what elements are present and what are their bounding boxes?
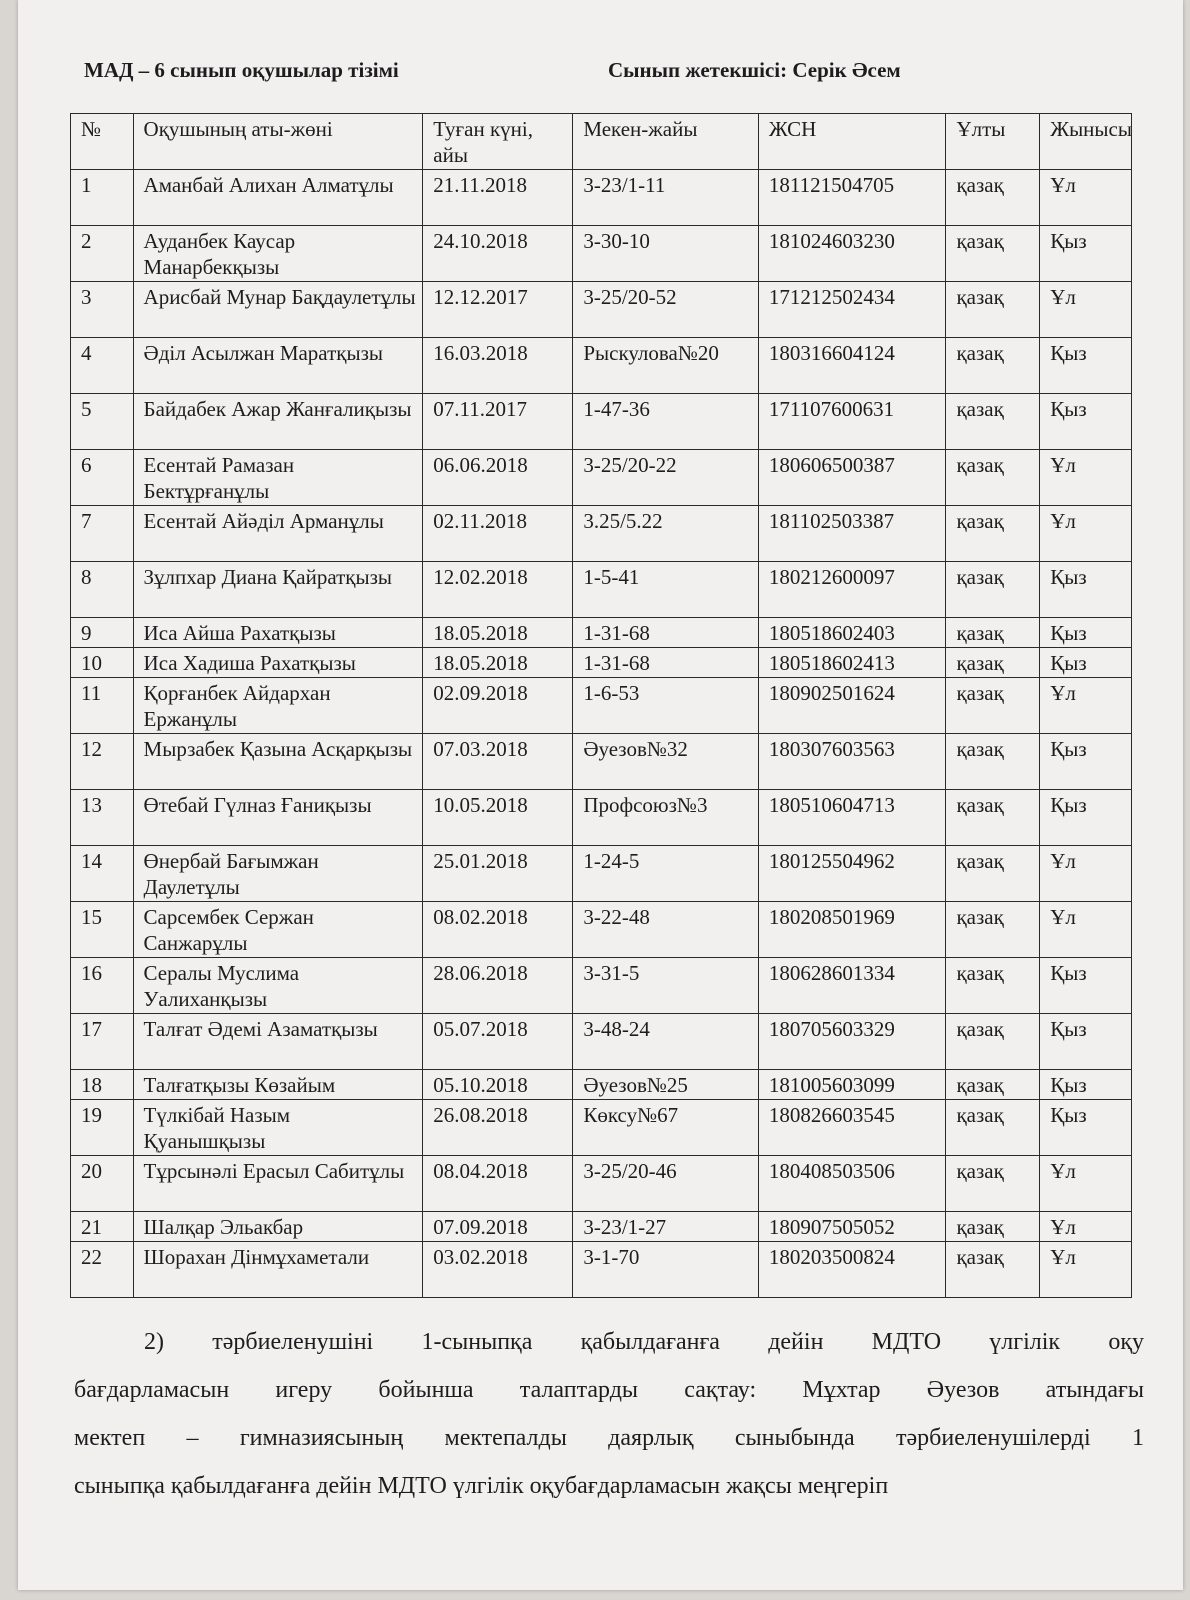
nationality: қазақ	[946, 506, 1040, 562]
table-header-row	[71, 114, 1132, 170]
student-name: Әділ Асылжан Маратқызы	[133, 338, 423, 394]
iin-number: 180606500387	[758, 450, 946, 506]
table-row	[71, 506, 1132, 562]
col-header-nationality: Ұлты	[946, 114, 1040, 170]
nationality: қазақ	[946, 394, 1040, 450]
iin-number: 171212502434	[758, 282, 946, 338]
iin-number: 180408503506	[758, 1156, 946, 1212]
student-name: Байдабек Ажар Жанғалиқызы	[133, 394, 423, 450]
birth-date: 07.11.2017	[423, 394, 573, 450]
student-name: Өтебай Гүлназ Ғаниқызы	[133, 790, 423, 846]
address: 1-5-41	[573, 562, 759, 618]
sex: Қыз	[1040, 562, 1132, 618]
student-name: Өнербай Бағымжан Даулетұлы	[133, 846, 423, 902]
sex: Ұл	[1040, 1156, 1132, 1212]
nationality: қазақ	[946, 618, 1040, 648]
address: 3-31-5	[573, 958, 759, 1014]
nationality: қазақ	[946, 282, 1040, 338]
birth-date: 02.11.2018	[423, 506, 573, 562]
address: 3-22-48	[573, 902, 759, 958]
student-name: Зұлпхар Диана Қайратқызы	[133, 562, 423, 618]
table-row	[71, 1070, 1132, 1100]
row-number: 11	[71, 678, 134, 734]
nationality: қазақ	[946, 734, 1040, 790]
iin-number: 180212600097	[758, 562, 946, 618]
table-row	[71, 170, 1132, 226]
row-number: 12	[71, 734, 134, 790]
student-name: Мырзабек Қазына Асқарқызы	[133, 734, 423, 790]
row-number: 8	[71, 562, 134, 618]
sex: Ұл	[1040, 1212, 1132, 1242]
birth-date: 06.06.2018	[423, 450, 573, 506]
student-name: Талғат Әдемі Азаматқызы	[133, 1014, 423, 1070]
nationality: қазақ	[946, 450, 1040, 506]
sex: Ұл	[1040, 450, 1132, 506]
student-name: Түлкібай Назым Қуанышқызы	[133, 1100, 423, 1156]
iin-number: 180510604713	[758, 790, 946, 846]
iin-number: 180203500824	[758, 1242, 946, 1298]
student-name: Иса Хадиша Рахатқызы	[133, 648, 423, 678]
student-name: Сералы Муслима Уалиханқызы	[133, 958, 423, 1014]
birth-date: 05.10.2018	[423, 1070, 573, 1100]
sex: Қыз	[1040, 648, 1132, 678]
iin-number: 180208501969	[758, 902, 946, 958]
row-number: 15	[71, 902, 134, 958]
birth-date: 02.09.2018	[423, 678, 573, 734]
sex: Ұл	[1040, 1242, 1132, 1298]
table-row	[71, 226, 1132, 282]
body-paragraph	[74, 1318, 1144, 1510]
col-header-dob: Туған күні, айы	[423, 114, 573, 170]
sex: Қыз	[1040, 618, 1132, 648]
birth-date: 08.02.2018	[423, 902, 573, 958]
col-header-iin: ЖСН	[758, 114, 946, 170]
student-name: Ауданбек Каусар Манарбекқызы	[133, 226, 423, 282]
student-name: Есентай Рамазан Бектұрғанұлы	[133, 450, 423, 506]
sex: Қыз	[1040, 790, 1132, 846]
sex: Қыз	[1040, 338, 1132, 394]
sex: Ұл	[1040, 282, 1132, 338]
list-title: МАД – 6 сынып оқушылар тізімі	[84, 58, 399, 82]
table-row	[71, 1212, 1132, 1242]
address: 3-1-70	[573, 1242, 759, 1298]
paragraph-line: бағдарламасын игеру бойынша талаптарды сақтау: Мұхтар Әуезов атындағы	[74, 1377, 1144, 1403]
row-number: 17	[71, 1014, 134, 1070]
table-row	[71, 678, 1132, 734]
row-number: 6	[71, 450, 134, 506]
sex: Ұл	[1040, 846, 1132, 902]
row-number: 18	[71, 1070, 134, 1100]
class-teacher: Сынып жетекшісі: Серік Әсем	[608, 58, 901, 82]
table-row	[71, 958, 1132, 1014]
iin-number: 180826603545	[758, 1100, 946, 1156]
paragraph-line: 2) тәрбиеленушіні 1-сыныпқа қабылдағанға дейін МДТО үлгілік оқу	[144, 1329, 1144, 1355]
iin-number: 180518602403	[758, 618, 946, 648]
row-number: 14	[71, 846, 134, 902]
table-row	[71, 902, 1132, 958]
row-number: 19	[71, 1100, 134, 1156]
table-row	[71, 846, 1132, 902]
nationality: қазақ	[946, 1100, 1040, 1156]
birth-date: 07.09.2018	[423, 1212, 573, 1242]
sex: Қыз	[1040, 394, 1132, 450]
birth-date: 12.02.2018	[423, 562, 573, 618]
address: Рыскулова№20	[573, 338, 759, 394]
table-row	[71, 734, 1132, 790]
nationality: қазақ	[946, 902, 1040, 958]
birth-date: 10.05.2018	[423, 790, 573, 846]
iin-number: 181005603099	[758, 1070, 946, 1100]
nationality: қазақ	[946, 1156, 1040, 1212]
row-number: 20	[71, 1156, 134, 1212]
iin-number: 180907505052	[758, 1212, 946, 1242]
student-name: Сарсембек Сержан Санжарұлы	[133, 902, 423, 958]
address: 3-30-10	[573, 226, 759, 282]
iin-number: 180902501624	[758, 678, 946, 734]
iin-number: 180518602413	[758, 648, 946, 678]
iin-number: 181024603230	[758, 226, 946, 282]
address: 1-47-36	[573, 394, 759, 450]
row-number: 1	[71, 170, 134, 226]
table-row	[71, 338, 1132, 394]
nationality: қазақ	[946, 790, 1040, 846]
address: 3-48-24	[573, 1014, 759, 1070]
sex: Қыз	[1040, 1070, 1132, 1100]
sex: Қыз	[1040, 1014, 1132, 1070]
birth-date: 26.08.2018	[423, 1100, 573, 1156]
table-body	[71, 170, 1132, 1298]
address: Әуезов№25	[573, 1070, 759, 1100]
sex: Ұл	[1040, 678, 1132, 734]
address: 1-6-53	[573, 678, 759, 734]
table-row	[71, 394, 1132, 450]
address: Әуезов№32	[573, 734, 759, 790]
row-number: 9	[71, 618, 134, 648]
paragraph-line: сыныпқа қабылдағанға дейін МДТО үлгілік оқубағдарламасын жақсы меңгеріп	[74, 1473, 889, 1499]
row-number: 10	[71, 648, 134, 678]
col-header-sex: Жынысы	[1040, 114, 1132, 170]
student-name: Шорахан Дінмұхаметали	[133, 1242, 423, 1298]
sex: Қыз	[1040, 1100, 1132, 1156]
sex: Ұл	[1040, 902, 1132, 958]
iin-number: 180125504962	[758, 846, 946, 902]
paragraph-line: мектеп – гимназиясының мектепалды даярлық сыныбында тәрбиеленушілерді 1	[74, 1425, 1144, 1451]
nationality: қазақ	[946, 226, 1040, 282]
sex: Ұл	[1040, 506, 1132, 562]
row-number: 4	[71, 338, 134, 394]
student-name: Есентай Айәділ Арманұлы	[133, 506, 423, 562]
birth-date: 03.02.2018	[423, 1242, 573, 1298]
row-number: 3	[71, 282, 134, 338]
student-name: Талғатқызы Көзайым	[133, 1070, 423, 1100]
student-list-table	[70, 113, 1132, 1298]
nationality: қазақ	[946, 562, 1040, 618]
table-row	[71, 790, 1132, 846]
iin-number: 181102503387	[758, 506, 946, 562]
row-number: 16	[71, 958, 134, 1014]
birth-date: 28.06.2018	[423, 958, 573, 1014]
iin-number: 180705603329	[758, 1014, 946, 1070]
address: 1-31-68	[573, 648, 759, 678]
nationality: қазақ	[946, 1014, 1040, 1070]
iin-number: 181121504705	[758, 170, 946, 226]
table-row	[71, 1014, 1132, 1070]
row-number: 21	[71, 1212, 134, 1242]
nationality: қазақ	[946, 338, 1040, 394]
address: 3-25/20-46	[573, 1156, 759, 1212]
birth-date: 18.05.2018	[423, 618, 573, 648]
table-row	[71, 1242, 1132, 1298]
table-row	[71, 450, 1132, 506]
nationality: қазақ	[946, 678, 1040, 734]
row-number: 7	[71, 506, 134, 562]
sex: Ұл	[1040, 170, 1132, 226]
sex: Қыз	[1040, 226, 1132, 282]
address: 1-24-5	[573, 846, 759, 902]
address: 1-31-68	[573, 618, 759, 648]
nationality: қазақ	[946, 648, 1040, 678]
table-row	[71, 648, 1132, 678]
birth-date: 16.03.2018	[423, 338, 573, 394]
student-name: Тұрсынәлі Ерасыл Сабитұлы	[133, 1156, 423, 1212]
iin-number: 180628601334	[758, 958, 946, 1014]
nationality: қазақ	[946, 846, 1040, 902]
nationality: қазақ	[946, 170, 1040, 226]
student-name: Қорғанбек Айдархан Ержанұлы	[133, 678, 423, 734]
address: 3-25/20-22	[573, 450, 759, 506]
birth-date: 05.07.2018	[423, 1014, 573, 1070]
iin-number: 180307603563	[758, 734, 946, 790]
birth-date: 21.11.2018	[423, 170, 573, 226]
table-row	[71, 282, 1132, 338]
row-number: 2	[71, 226, 134, 282]
birth-date: 07.03.2018	[423, 734, 573, 790]
row-number: 5	[71, 394, 134, 450]
sex: Қыз	[1040, 958, 1132, 1014]
birth-date: 25.01.2018	[423, 846, 573, 902]
student-name: Арисбай Мунар Бақдаулетұлы	[133, 282, 423, 338]
col-header-number: №	[71, 114, 134, 170]
student-name: Шалқар Эльакбар	[133, 1212, 423, 1242]
student-name: Аманбай Алихан Алматұлы	[133, 170, 423, 226]
student-name: Иса Айша Рахатқызы	[133, 618, 423, 648]
sex: Қыз	[1040, 734, 1132, 790]
nationality: қазақ	[946, 1070, 1040, 1100]
address: 3-23/1-27	[573, 1212, 759, 1242]
nationality: қазақ	[946, 1242, 1040, 1298]
table-row	[71, 562, 1132, 618]
col-header-address: Мекен-жайы	[573, 114, 759, 170]
birth-date: 08.04.2018	[423, 1156, 573, 1212]
iin-number: 180316604124	[758, 338, 946, 394]
table-row	[71, 618, 1132, 648]
document-page	[18, 0, 1183, 1590]
birth-date: 12.12.2017	[423, 282, 573, 338]
nationality: қазақ	[946, 958, 1040, 1014]
address: Профсоюз№3	[573, 790, 759, 846]
table-row	[71, 1156, 1132, 1212]
birth-date: 24.10.2018	[423, 226, 573, 282]
table-row	[71, 1100, 1132, 1156]
address: 3-23/1-11	[573, 170, 759, 226]
row-number: 13	[71, 790, 134, 846]
row-number: 22	[71, 1242, 134, 1298]
nationality: қазақ	[946, 1212, 1040, 1242]
address: Көксу№67	[573, 1100, 759, 1156]
address: 3-25/20-52	[573, 282, 759, 338]
address: 3.25/5.22	[573, 506, 759, 562]
birth-date: 18.05.2018	[423, 648, 573, 678]
iin-number: 171107600631	[758, 394, 946, 450]
col-header-name: Оқушының аты-жөні	[133, 114, 423, 170]
